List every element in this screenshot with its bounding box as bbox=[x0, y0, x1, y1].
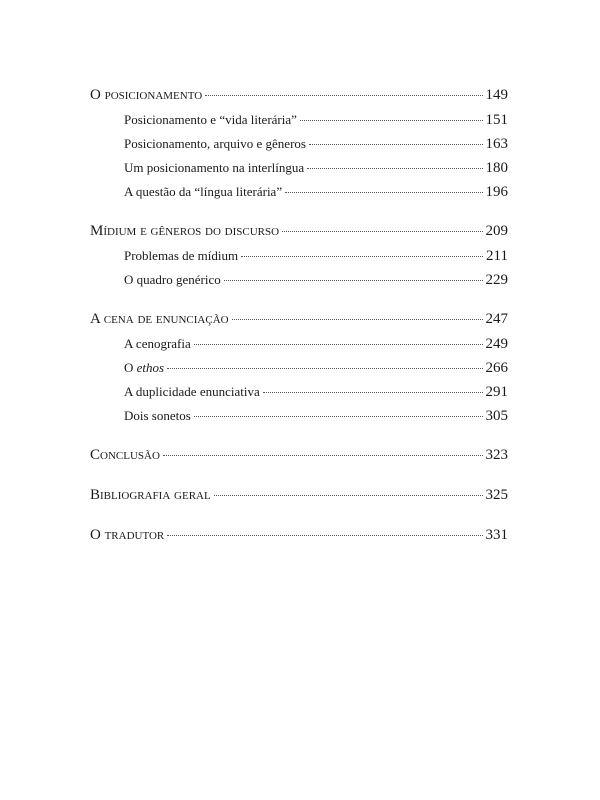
dot-leader bbox=[285, 192, 482, 193]
section-title: Problemas de mídium bbox=[124, 248, 239, 263]
toc-section-entry[interactable] bbox=[90, 108, 508, 132]
toc-section-entry[interactable] bbox=[90, 156, 508, 180]
toc-section-entry[interactable] bbox=[90, 356, 508, 380]
page-number: 249 bbox=[485, 336, 508, 352]
dot-leader bbox=[194, 344, 483, 345]
dot-leader bbox=[309, 144, 483, 145]
section-title bbox=[124, 356, 164, 380]
toc-chapter-entry[interactable] bbox=[90, 218, 508, 244]
dot-leader bbox=[167, 535, 482, 536]
dot-leader bbox=[194, 416, 483, 417]
chapter-title: Mídium e gêneros do discurso bbox=[90, 223, 280, 239]
toc-chapter-entry[interactable] bbox=[90, 82, 508, 108]
page-number: 149 bbox=[485, 87, 508, 103]
dot-leader bbox=[163, 455, 483, 456]
page-number: 163 bbox=[485, 136, 508, 152]
table-of-contents bbox=[90, 82, 508, 548]
page-number: 291 bbox=[485, 384, 508, 400]
toc-chapter-entry[interactable] bbox=[90, 522, 508, 548]
toc-section-entry[interactable] bbox=[90, 332, 508, 356]
toc-section-entry[interactable] bbox=[90, 380, 508, 404]
toc-chapter-entry[interactable] bbox=[90, 482, 508, 508]
chapter-title: O posicionamento bbox=[90, 87, 203, 103]
section-title: Dois sonetos bbox=[124, 408, 191, 423]
page-number: 151 bbox=[485, 112, 508, 128]
page-number: 323 bbox=[485, 447, 508, 463]
section-title: Um posicionamento na interlíngua bbox=[124, 160, 305, 175]
dot-leader bbox=[224, 280, 483, 281]
section-title-italic: ethos bbox=[136, 360, 165, 375]
page-number: 331 bbox=[485, 527, 508, 543]
toc-section-entry[interactable] bbox=[90, 180, 508, 204]
section-title: Posicionamento e “vida literária” bbox=[124, 112, 297, 127]
page-number: 266 bbox=[485, 360, 508, 376]
toc-section-entry[interactable] bbox=[90, 404, 508, 428]
toc-section-entry[interactable] bbox=[90, 268, 508, 292]
toc-chapter-entry[interactable] bbox=[90, 442, 508, 468]
section-title: Posicionamento, arquivo e gêneros bbox=[124, 136, 306, 151]
section-title: O quadro genérico bbox=[124, 272, 221, 287]
section-title-prefix: O bbox=[124, 360, 137, 375]
dot-leader bbox=[205, 95, 482, 96]
chapter-title: A cena de enunciação bbox=[90, 311, 229, 327]
dot-leader bbox=[241, 256, 483, 257]
page-number: 229 bbox=[485, 272, 508, 288]
dot-leader bbox=[167, 368, 482, 369]
dot-leader bbox=[214, 495, 483, 496]
toc-section-entry[interactable] bbox=[90, 244, 508, 268]
page-number: 247 bbox=[485, 311, 508, 327]
page-number: 209 bbox=[485, 223, 508, 239]
chapter-title: Conclusão bbox=[90, 447, 160, 463]
toc-section-entry[interactable] bbox=[90, 132, 508, 156]
page-number: 211 bbox=[486, 248, 508, 264]
dot-leader bbox=[307, 168, 482, 169]
chapter-title: O tradutor bbox=[90, 527, 165, 543]
toc-chapter-entry[interactable] bbox=[90, 306, 508, 332]
dot-leader bbox=[263, 392, 483, 393]
section-title: A duplicidade enunciativa bbox=[124, 384, 260, 399]
section-title: A cenografia bbox=[124, 336, 191, 351]
page-number: 180 bbox=[485, 160, 508, 176]
dot-leader bbox=[300, 120, 483, 121]
dot-leader bbox=[282, 231, 482, 232]
section-title: A questão da “língua literária” bbox=[124, 184, 283, 199]
page-number: 325 bbox=[485, 487, 508, 503]
page-number: 305 bbox=[485, 408, 508, 424]
page-number: 196 bbox=[485, 184, 508, 200]
chapter-title: Bibliografia geral bbox=[90, 487, 211, 503]
dot-leader bbox=[232, 319, 483, 320]
